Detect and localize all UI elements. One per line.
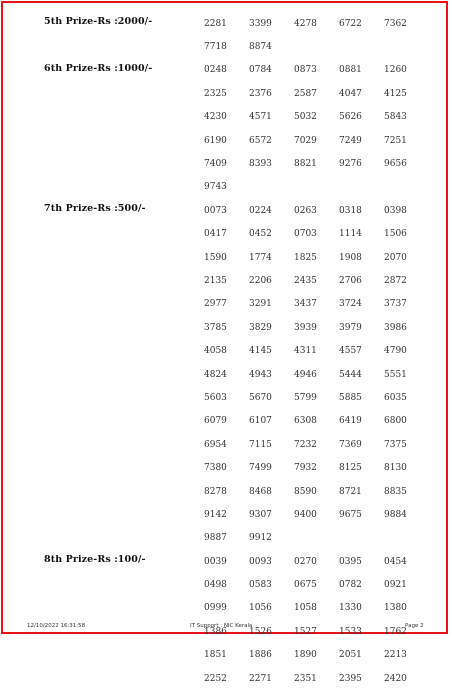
- ticket-number: 2351: [294, 673, 317, 684]
- number-row: [204, 456, 452, 479]
- ticket-number: 1890: [294, 650, 317, 661]
- ticket-number: 9912: [249, 533, 272, 544]
- ticket-number: 1590: [204, 252, 227, 263]
- number-row: [204, 12, 452, 35]
- number-row: [204, 667, 452, 690]
- ticket-number: 1114: [339, 229, 362, 240]
- prize-title: 5th Prize-Rs :2000/-: [44, 16, 153, 27]
- ticket-number: 6954: [204, 439, 227, 450]
- ticket-number: 0921: [384, 580, 407, 591]
- ticket-number: 1526: [249, 626, 272, 637]
- ticket-number: 1774: [249, 252, 272, 263]
- ticket-number: 3437: [294, 299, 317, 310]
- number-row: [204, 410, 452, 433]
- number-row: [204, 35, 452, 58]
- ticket-number: 7232: [294, 439, 317, 450]
- ticket-number: 2395: [339, 673, 362, 684]
- ticket-number: 6308: [294, 416, 317, 427]
- number-row: [204, 503, 452, 526]
- ticket-number: 6190: [204, 135, 227, 146]
- ticket-number: 2420: [384, 673, 407, 684]
- ticket-number: 0675: [294, 580, 317, 591]
- ticket-number: 2706: [339, 275, 362, 286]
- ticket-number: 4790: [384, 346, 407, 357]
- ticket-number: 7029: [294, 135, 317, 146]
- ticket-number: 5603: [204, 392, 227, 403]
- ticket-number: 5444: [339, 369, 362, 380]
- ticket-number: 0039: [204, 556, 227, 567]
- ticket-number: 0073: [204, 205, 227, 216]
- number-grid: [204, 199, 452, 550]
- ticket-number: 9142: [204, 509, 227, 520]
- ticket-number: 9276: [339, 159, 362, 170]
- ticket-number: 2271: [249, 673, 272, 684]
- prize-title: 7th Prize-Rs :500/-: [44, 203, 146, 215]
- ticket-number: 8721: [339, 486, 362, 497]
- ticket-number: 0784: [249, 65, 272, 76]
- ticket-number: 6079: [204, 416, 227, 427]
- ticket-number: 8590: [294, 486, 317, 497]
- footer-support: IT Support : NIC Kerala: [190, 623, 253, 629]
- ticket-number: 9400: [294, 509, 317, 520]
- ticket-number: 1260: [384, 65, 407, 76]
- ticket-number: 0454: [384, 556, 407, 567]
- prize-block: [0, 199, 452, 550]
- prize-block: [0, 550, 452, 690]
- ticket-number: 6722: [339, 18, 362, 29]
- ticket-number: 2587: [294, 88, 317, 99]
- number-row: [204, 550, 452, 573]
- ticket-number: 7369: [339, 439, 362, 450]
- ticket-number: 6419: [339, 416, 362, 427]
- ticket-number: 1908: [339, 252, 362, 263]
- ticket-number: 7362: [384, 18, 407, 29]
- ticket-number: 0270: [294, 556, 317, 567]
- number-row: [204, 106, 452, 129]
- ticket-number: 9656: [384, 159, 407, 170]
- ticket-number: 1330: [339, 603, 362, 614]
- ticket-number: 0498: [204, 580, 227, 591]
- number-row: [204, 527, 452, 550]
- ticket-number: 7380: [204, 463, 227, 474]
- prize-title: 8th Prize-Rs :100/-: [44, 553, 146, 565]
- ticket-number: 5670: [249, 392, 272, 403]
- ticket-number: 0093: [249, 556, 272, 567]
- ticket-number: 0583: [249, 580, 272, 591]
- ticket-number: 6035: [384, 392, 407, 403]
- ticket-number: 3399: [249, 18, 272, 29]
- ticket-number: 1380: [384, 603, 407, 614]
- ticket-number: 7115: [249, 439, 272, 450]
- ticket-number: 4278: [294, 18, 317, 29]
- ticket-number: 3785: [204, 322, 227, 333]
- ticket-number: 4047: [339, 88, 362, 99]
- number-grid: [204, 12, 452, 59]
- number-row: [204, 597, 452, 620]
- ticket-number: 4125: [384, 88, 407, 99]
- ticket-number: 5843: [384, 112, 407, 123]
- number-grid: [204, 59, 452, 199]
- number-row: [204, 269, 452, 292]
- ticket-number: 0703: [294, 229, 317, 240]
- number-grid: [204, 550, 452, 690]
- number-row: [204, 433, 452, 456]
- ticket-number: 7409: [204, 159, 227, 170]
- ticket-number: 4230: [204, 112, 227, 123]
- ticket-number: 4058: [204, 346, 227, 357]
- ticket-number: 7718: [204, 42, 227, 53]
- ticket-number: 4943: [249, 369, 272, 380]
- ticket-number: 0263: [294, 205, 317, 216]
- ticket-number: 3829: [249, 322, 272, 333]
- ticket-number: 7932: [294, 463, 317, 474]
- number-row: [204, 176, 452, 199]
- ticket-number: 9887: [204, 533, 227, 544]
- ticket-number: 4946: [294, 369, 317, 380]
- ticket-number: 7251: [384, 135, 407, 146]
- ticket-number: 7375: [384, 439, 407, 450]
- ticket-number: 4824: [204, 369, 227, 380]
- ticket-number: 5032: [294, 112, 317, 123]
- ticket-number: 8393: [249, 159, 272, 170]
- ticket-number: 1851: [204, 650, 227, 661]
- ticket-number: 4571: [249, 112, 272, 123]
- ticket-number: 1056: [249, 603, 272, 614]
- ticket-number: 2252: [204, 673, 227, 684]
- prize-title: 6th Prize-Rs :1000/-: [44, 62, 153, 74]
- number-row: [204, 82, 452, 105]
- ticket-number: 0881: [339, 65, 362, 76]
- ticket-number: 2281: [204, 18, 227, 29]
- ticket-number: 0782: [339, 580, 362, 591]
- ticket-number: 3979: [339, 322, 362, 333]
- ticket-number: 8130: [384, 463, 407, 474]
- ticket-number: 5799: [294, 392, 317, 403]
- results-list: [0, 12, 452, 690]
- ticket-number: 6572: [249, 135, 272, 146]
- ticket-number: 7499: [249, 463, 272, 474]
- number-row: [204, 293, 452, 316]
- ticket-number: 1825: [294, 252, 317, 263]
- number-row: [204, 644, 452, 667]
- ticket-number: 2135: [204, 275, 227, 286]
- ticket-number: 3986: [384, 322, 407, 333]
- ticket-number: 0224: [249, 205, 272, 216]
- ticket-number: 1058: [294, 603, 317, 614]
- ticket-number: 0999: [204, 603, 227, 614]
- number-row: [204, 480, 452, 503]
- ticket-number: 1886: [249, 650, 272, 661]
- ticket-number: 1386: [204, 626, 227, 637]
- ticket-number: 0395: [339, 556, 362, 567]
- prize-block: [0, 59, 452, 199]
- footer-page-number: Page 2: [405, 623, 424, 629]
- ticket-number: 4557: [339, 346, 362, 357]
- ticket-number: 1762: [384, 626, 407, 637]
- number-row: [204, 339, 452, 362]
- number-row: [204, 199, 452, 222]
- ticket-number: 9743: [204, 182, 227, 193]
- number-row: [204, 223, 452, 246]
- number-row: [204, 363, 452, 386]
- number-row: [204, 316, 452, 339]
- ticket-number: 8468: [249, 486, 272, 497]
- number-row: [204, 59, 452, 82]
- ticket-number: 6800: [384, 416, 407, 427]
- ticket-number: 8874: [249, 42, 272, 53]
- number-row: [204, 246, 452, 269]
- ticket-number: 3291: [249, 299, 272, 310]
- ticket-number: 8821: [294, 159, 317, 170]
- ticket-number: 5626: [339, 112, 362, 123]
- ticket-number: 0873: [294, 65, 317, 76]
- ticket-number: 2376: [249, 88, 272, 99]
- number-row: [204, 152, 452, 175]
- ticket-number: 8835: [384, 486, 407, 497]
- ticket-number: 2325: [204, 88, 227, 99]
- ticket-number: 5551: [384, 369, 407, 380]
- ticket-number: 8278: [204, 486, 227, 497]
- number-row: [204, 129, 452, 152]
- ticket-number: 3724: [339, 299, 362, 310]
- ticket-number: 5885: [339, 392, 362, 403]
- number-row: [204, 386, 452, 409]
- ticket-number: 9675: [339, 509, 362, 520]
- ticket-number: 0248: [204, 65, 227, 76]
- ticket-number: 1533: [339, 626, 362, 637]
- ticket-number: 2435: [294, 275, 317, 286]
- ticket-number: 7249: [339, 135, 362, 146]
- ticket-number: 2213: [384, 650, 407, 661]
- ticket-number: 2051: [339, 650, 362, 661]
- ticket-number: 0318: [339, 205, 362, 216]
- ticket-number: 9307: [249, 509, 272, 520]
- ticket-number: 0398: [384, 205, 407, 216]
- ticket-number: 3737: [384, 299, 407, 310]
- ticket-number: 8125: [339, 463, 362, 474]
- page-footer: [0, 623, 452, 633]
- number-row: [204, 573, 452, 596]
- prize-block: [0, 12, 452, 59]
- ticket-number: 1506: [384, 229, 407, 240]
- ticket-number: 2206: [249, 275, 272, 286]
- ticket-number: 0452: [249, 229, 272, 240]
- footer-timestamp: 12/10/2022 16:31:58: [27, 623, 86, 629]
- ticket-number: 4311: [294, 346, 317, 357]
- ticket-number: 1527: [294, 626, 317, 637]
- ticket-number: 3939: [294, 322, 317, 333]
- ticket-number: 6107: [249, 416, 272, 427]
- ticket-number: 4145: [249, 346, 272, 357]
- ticket-number: 0417: [204, 229, 227, 240]
- ticket-number: 9884: [384, 509, 407, 520]
- ticket-number: 2872: [384, 275, 407, 286]
- ticket-number: 2070: [384, 252, 407, 263]
- ticket-number: 2977: [204, 299, 227, 310]
